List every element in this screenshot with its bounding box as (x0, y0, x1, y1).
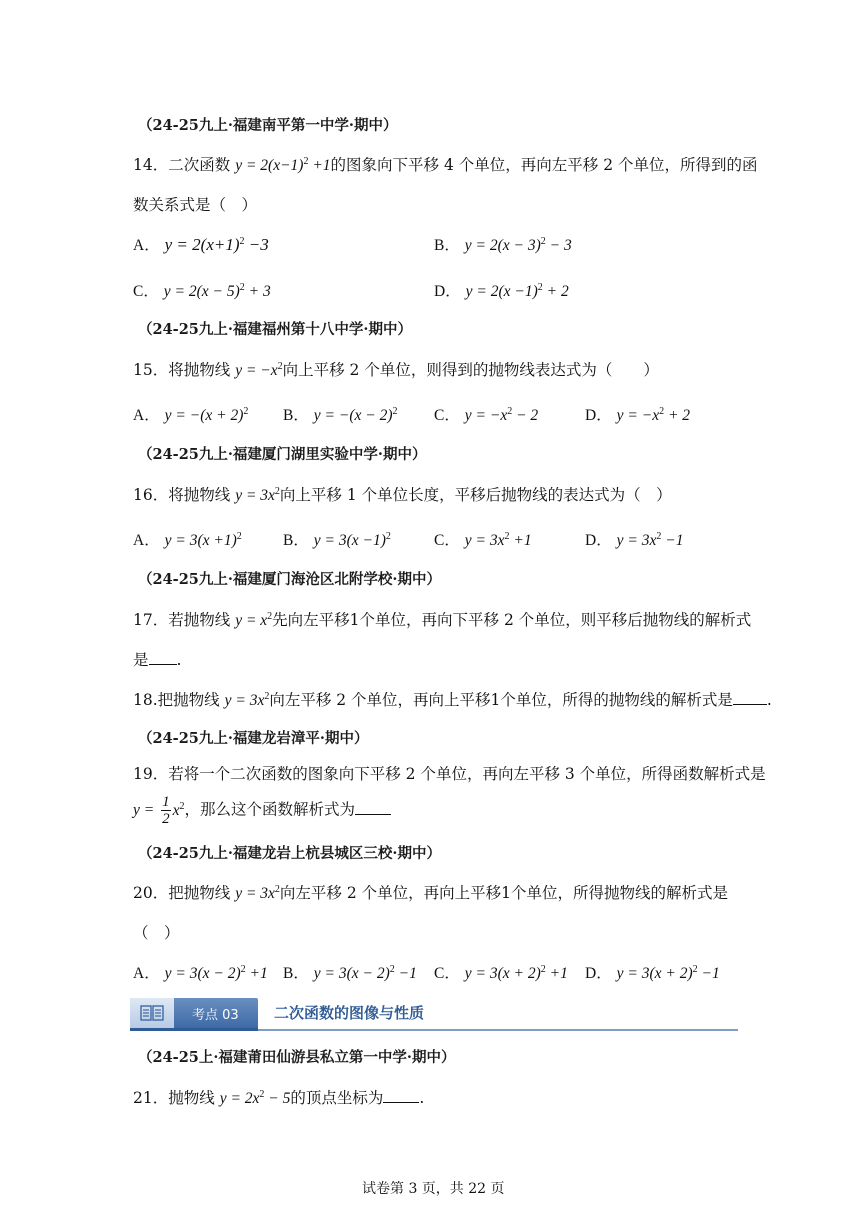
source-note: （24-25九上·福建福州第十八中学·期中） (138, 321, 412, 338)
section-banner (130, 996, 738, 1034)
source-note: （24-25九上·福建厦门海沧区北附学校·期中） (138, 571, 441, 588)
answer-blank[interactable] (149, 652, 177, 665)
question-19-line2: y = $\frac{1}{2}$ $x^2$，那么这个函数解析式为 (133, 794, 391, 830)
question-16: 16．将抛物线 $y = 3x^2$向上平移 1 个单位长度，平移后抛物线的表达式为（ ） (133, 486, 672, 504)
question-19: 19．若将一个二次函数的图象向下平移 2 个单位，再向左平移 3 个单位，所得函数解析式是 (133, 765, 766, 783)
option-b: B． $y = 3(x -1)^2$ (283, 531, 391, 549)
option-d: D． $y = -x^2 + 2$ (585, 406, 691, 424)
question-18: 18.把抛物线 $y = 3x^2$向左平移 2 个单位，再向上平移1个单位，所得的抛物线的解析式是 . (133, 691, 772, 709)
answer-blank[interactable] (733, 692, 767, 705)
option-d: D． $y = 3(x + 2)^2 -1$ (585, 964, 720, 982)
source-note: （24-25九上·福建龙岩上杭县城区三校·期中） (138, 845, 441, 862)
divider (130, 1028, 258, 1031)
question-20-line2: （ ） (133, 924, 180, 942)
question-17-line2: 是 . (133, 651, 182, 669)
question-text: 二次函数 (168, 156, 231, 174)
source-note: （24-25九上·福建厦门湖里实验中学·期中） (138, 446, 427, 463)
option-d: D． $y = 3x^2 -1$ (585, 531, 684, 549)
question-17: 17．若抛物线 $y = x^2$先向左平移1个单位，再向下平移 2 个单位，则平移后抛物线的解析式 (133, 611, 752, 629)
question-number: 14． (133, 156, 169, 174)
option-c: C． $y = 3(x + 2)^2 +1$ (434, 964, 568, 982)
source-note: （24-25九上·福建龙岩漳平·期中） (138, 730, 369, 747)
option-a: A． $y = 3(x - 2)^2 +1$ (133, 964, 268, 982)
answer-blank[interactable] (383, 1090, 419, 1103)
source-note: （24-25九上·福建南平第一中学·期中） (138, 117, 398, 134)
page-footer: 试卷第 3 页，共 22 页 (362, 1181, 505, 1197)
option-b: B． $y = 2(x - 3)^2 - 3$ (434, 236, 572, 254)
option-a: A． $y = 3(x +1)^2$ (133, 531, 242, 549)
option-a: A． $y = -(x + 2)^2$ (133, 406, 249, 424)
banner-tag: 考点 03 (192, 1008, 239, 1023)
divider (258, 1029, 738, 1031)
option-c: C． $y = 3x^2 +1$ (434, 531, 532, 549)
question-20: 20．把抛物线 $y = 3x^2$向左平移 2 个单位，再向上平移1个单位，所得抛物线的解析式是 (133, 884, 728, 902)
option-c: C． $y = -x^2 - 2$ (434, 406, 539, 424)
math-expression: $y = 2(x-1)^2 +1$ (235, 156, 331, 174)
source-note: （24-25上·福建莆田仙游县私立第一中学·期中） (138, 1049, 456, 1066)
option-b: B． $y = -(x - 2)^2$ (283, 406, 398, 424)
banner-title: 二次函数的图像与性质 (274, 1004, 425, 1022)
option-b: B． $y = 3(x - 2)^2 -1$ (283, 964, 417, 982)
question-14 (133, 153, 757, 175)
question-21: 21．抛物线 $y = 2x^2 - 5$的顶点坐标为 . (133, 1089, 425, 1107)
option-d: D． $y = 2(x -1)^2 + 2$ (434, 282, 569, 300)
question-14-line2: 数关系式是（ ） (133, 196, 258, 214)
answer-blank[interactable] (355, 802, 391, 815)
fraction: $\frac{1}{2}$ (162, 794, 170, 827)
question-15: 15．将抛物线 $y = -x^2$向上平移 2 个单位，则得到的抛物线表达式为（ ） (133, 361, 659, 379)
book-icon (140, 1005, 164, 1021)
question-text: 的图象向下平移 4 个单位，再向左平移 2 个单位，所得到的函 (330, 156, 758, 174)
option-c: C． $y = 2(x - 5)^2 + 3$ (133, 282, 271, 300)
option-a: A． $y = 2(x+1)^2 -3$ (133, 235, 269, 254)
